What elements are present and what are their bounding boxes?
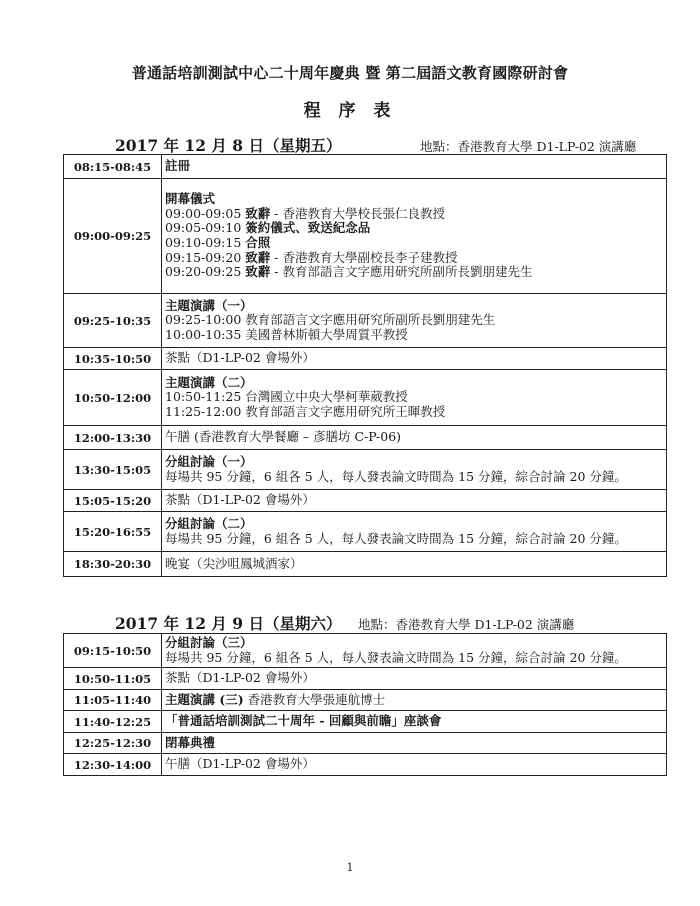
schedule-row (64, 179, 667, 294)
page-number: 1 (346, 861, 354, 874)
schedule-row (64, 348, 667, 370)
row-time: 10:50-12:00 (64, 370, 162, 426)
line-text: 每場共 95 分鐘，6 組各 5 人，每人發表論文時間為 15 分鐘，綜合討論 20 分鐘。 (165, 530, 627, 546)
content-line (165, 532, 666, 547)
row-content (162, 754, 667, 776)
content-line (165, 714, 666, 729)
schedule-row (64, 426, 667, 450)
line-text: 茶點（D1-LP-02 會場外） (165, 350, 315, 366)
line-title: 主題演講（一） (165, 297, 253, 313)
line-text: 香港教育大學張連航博士 (247, 691, 386, 707)
line-text: 茶點（D1-LP-02 會場外） (165, 492, 315, 508)
schedule-row (64, 512, 667, 552)
schedule-row (64, 690, 667, 711)
schedule-row (64, 490, 667, 512)
row-time: 09:00-09:25 (64, 179, 162, 294)
content-line (165, 251, 666, 266)
line-text: 教育部語言文字應用研究所副所長劉朋建先生 (245, 312, 496, 328)
content-line (165, 236, 666, 251)
row-time: 15:05-15:20 (64, 490, 162, 512)
row-content (162, 512, 667, 552)
schedule-row (64, 370, 667, 426)
row-time: 09:25-10:35 (64, 294, 162, 348)
content-line (165, 405, 666, 420)
schedule-table-day-2 (63, 633, 667, 776)
row-content (162, 690, 667, 711)
line-title: 致辭 (245, 205, 271, 221)
row-content (162, 634, 667, 668)
line-text: 午膳 (香港教育大學餐廳 – 彥膳坊 C-P-06) (165, 429, 402, 445)
day-date: 2017 年 12 月 9 日（星期六） (115, 614, 342, 633)
line-title: 分組討論（二） (165, 515, 253, 531)
row-time: 12:30-14:00 (64, 754, 162, 776)
schedule-table-day-1 (63, 154, 667, 577)
document-title: 普通話培訓測試中心二十周年慶典 暨 第二屆語文教育國際研討會 (131, 64, 569, 82)
content-line (165, 557, 666, 572)
line-text: 茶點（D1-LP-02 會場外） (165, 670, 315, 686)
row-time: 15:20-16:55 (64, 512, 162, 552)
row-content (162, 348, 667, 370)
line-text: 每場共 95 分鐘，6 組各 5 人，每人發表論文時間為 15 分鐘，綜合討論 20 分鐘。 (165, 468, 627, 484)
content-line (165, 313, 666, 328)
line-time: 09:20-09:25 (165, 264, 242, 280)
content-line (165, 455, 666, 470)
schedule-row (64, 294, 667, 348)
content-line (165, 376, 666, 391)
line-text: - 香港教育大學校長張仁良教授 (274, 205, 445, 221)
content-line (165, 693, 666, 708)
content-line (165, 265, 666, 280)
schedule-row (64, 155, 667, 179)
row-time: 11:40-12:25 (64, 711, 162, 733)
content-line (165, 192, 666, 207)
row-time: 08:15-08:45 (64, 155, 162, 179)
content-line (165, 470, 666, 485)
row-content (162, 426, 667, 450)
line-title: 開幕儀式 (165, 191, 216, 207)
schedule-row (64, 668, 667, 690)
line-title: 合照 (245, 235, 271, 250)
line-title: 註冊 (165, 158, 191, 174)
row-content (162, 179, 667, 294)
content-line (165, 517, 666, 532)
line-time: 10:50-11:25 (165, 389, 242, 405)
line-text: 教育部語言文字應用研究所王暉教授 (245, 403, 446, 419)
line-time: 09:10-09:15 (165, 235, 242, 250)
content-line (165, 299, 666, 314)
row-time: 12:00-13:30 (64, 426, 162, 450)
line-title: 分組討論（一） (165, 453, 253, 469)
document-subtitle: 程 序 表 (303, 101, 397, 121)
line-time: 10:00-10:35 (165, 326, 242, 342)
line-title: 致辭 (245, 264, 271, 280)
row-content (162, 294, 667, 348)
line-text: 美國普林斯頓大學周質平教授 (245, 326, 408, 342)
line-title: 閉幕典禮 (165, 734, 216, 750)
content-line (165, 671, 666, 686)
row-time: 10:35-10:50 (64, 348, 162, 370)
row-content (162, 711, 667, 733)
schedule-row (64, 450, 667, 490)
content-line (165, 651, 666, 666)
schedule-row (64, 711, 667, 733)
line-text: 每場共 95 分鐘，6 組各 5 人，每人發表論文時間為 15 分鐘，綜合討論 20 分鐘。 (165, 649, 627, 665)
row-time: 11:05-11:40 (64, 690, 162, 711)
line-title: 簽約儀式、致送紀念品 (245, 220, 371, 236)
line-text: 台灣國立中央大學柯華葳教授 (245, 389, 408, 405)
row-content (162, 552, 667, 577)
content-line (165, 757, 666, 772)
row-time: 10:50-11:05 (64, 668, 162, 690)
line-time: 09:15-09:20 (165, 249, 242, 265)
line-time: 09:05-09:10 (165, 220, 242, 236)
line-text: 午膳（D1-LP-02 會場外） (165, 756, 315, 772)
line-text: 晚宴（尖沙咀鳳城酒家） (165, 555, 303, 571)
schedule-row (64, 733, 667, 754)
line-time: 09:25-10:00 (165, 312, 242, 328)
row-content (162, 668, 667, 690)
day-venue: 地點：香港教育大學 D1-LP-02 演講廳 (420, 139, 637, 154)
row-time: 18:30-20:30 (64, 552, 162, 577)
day-header-1 (0, 134, 700, 154)
content-line (165, 221, 666, 236)
content-line (165, 636, 666, 651)
line-title: 「普通話培訓測試二十周年 - 回顧與前瞻」座談會 (165, 713, 442, 729)
day-header-2 (0, 612, 700, 632)
day-venue: 地點：香港教育大學 D1-LP-02 演講廳 (358, 617, 575, 632)
content-line (165, 328, 666, 343)
row-content (162, 733, 667, 754)
content-line (165, 736, 666, 751)
content-line (165, 430, 666, 445)
row-content (162, 155, 667, 179)
schedule-row (64, 634, 667, 668)
line-text: - 教育部語言文字應用研究所副所長劉朋建先生 (274, 264, 533, 280)
line-time: 09:00-09:05 (165, 205, 242, 221)
content-line (165, 351, 666, 366)
row-time: 13:30-15:05 (64, 450, 162, 490)
row-time: 12:25-12:30 (64, 733, 162, 754)
row-time: 09:15-10:50 (64, 634, 162, 668)
line-title: 主題演講（二） (165, 374, 253, 390)
schedule-row (64, 754, 667, 776)
row-content (162, 490, 667, 512)
content-line (165, 493, 666, 508)
content-line (165, 390, 666, 405)
line-title: 致辭 (245, 249, 271, 265)
line-title: 主題演講 (三) (165, 691, 244, 707)
schedule-row (64, 552, 667, 577)
content-line (165, 159, 666, 174)
row-content (162, 450, 667, 490)
line-text: - 香港教育大學副校長李子建教授 (274, 249, 458, 265)
day-date: 2017 年 12 月 8 日（星期五） (115, 136, 342, 155)
line-title: 分組討論（三） (165, 634, 253, 650)
content-line (165, 207, 666, 222)
row-content (162, 370, 667, 426)
line-time: 11:25-12:00 (165, 403, 242, 419)
